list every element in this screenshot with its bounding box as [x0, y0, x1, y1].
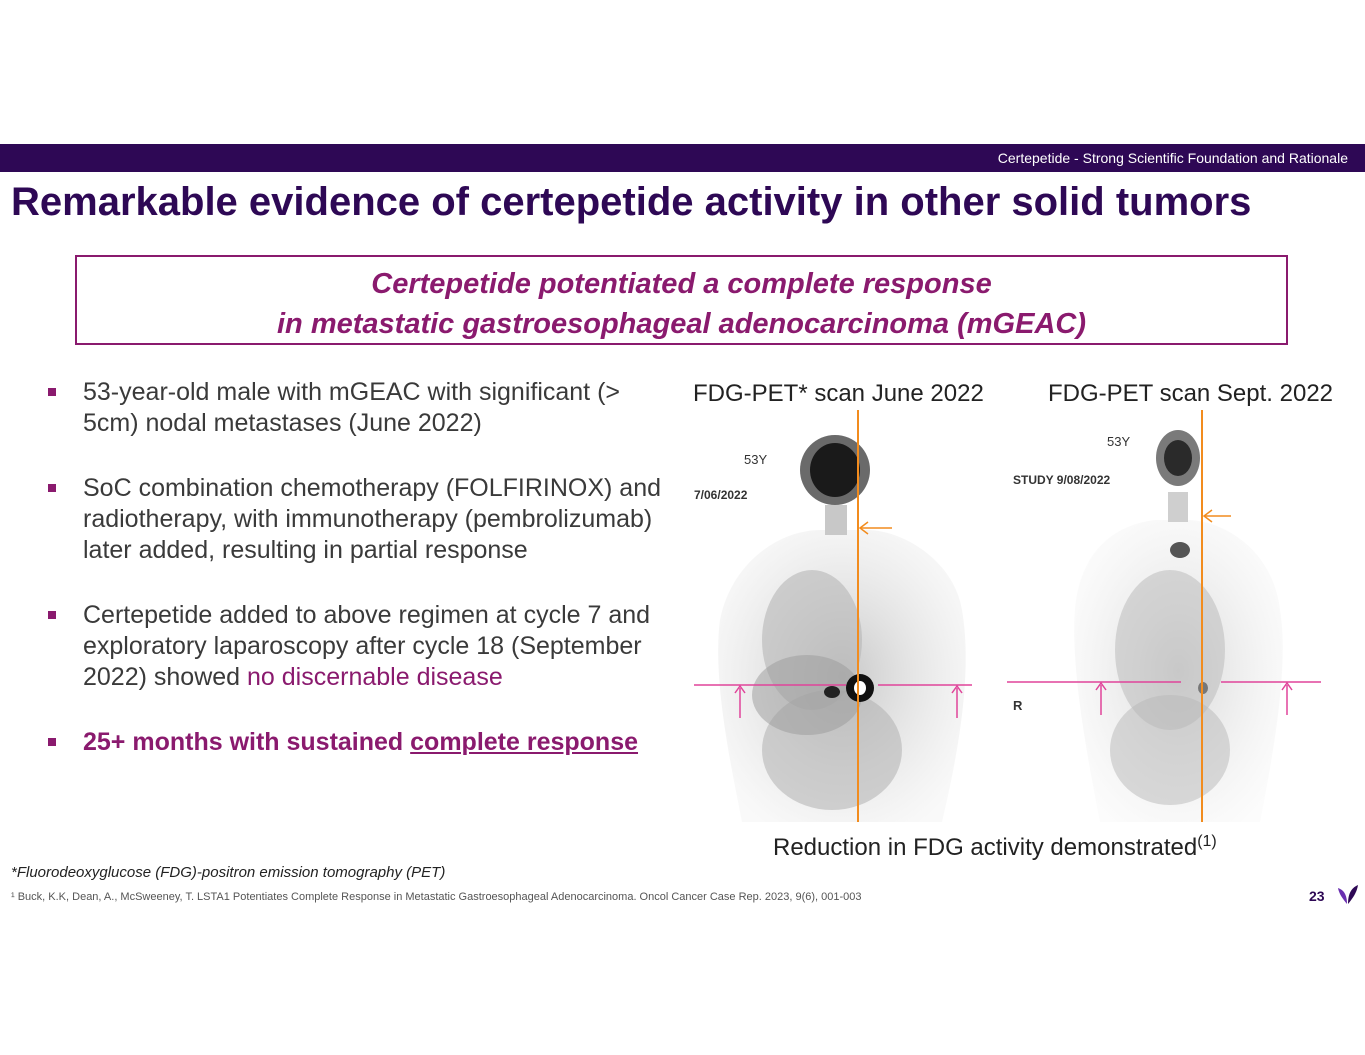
scan-caption-text: Reduction in FDG activity demonstrated [773, 834, 1198, 861]
section-label: Certepetide - Strong Scientific Foundation and Rationale [997, 150, 1348, 166]
callout-line-1: Certepetide potentiated a complete response [371, 268, 992, 300]
scan-image-sept [1005, 410, 1325, 822]
bullet-text: 25+ months with sustained [83, 728, 411, 756]
leaf-logo-icon [1336, 884, 1360, 906]
bullet-item [40, 377, 680, 439]
bullet-marker-icon [48, 611, 56, 619]
bullet-item [40, 727, 680, 758]
bullet-marker-icon [48, 388, 56, 396]
page-title: Remarkable evidence of certepetide activity in other solid tumors [11, 180, 1252, 224]
bullet-marker-icon [48, 738, 56, 746]
callout-box [75, 255, 1288, 345]
bullet-text: Certepetide added to above regimen at cycle 7 and exploratory laparoscopy after cycle 18 (September 2022) showed [83, 601, 651, 691]
scan-age-tag: 53Y [1107, 434, 1131, 449]
scan-caption [773, 833, 1217, 862]
scan-label-sept: FDG-PET scan Sept. 2022 [1048, 380, 1334, 407]
scan-date-tag: STUDY 9/08/2022 [1013, 473, 1111, 487]
bullet-item [40, 600, 680, 693]
bullet-text: SoC combination chemotherapy (FOLFIRINOX) and radiotherapy, with immunotherapy (pembrolizumab) later added, resulting in partial response [83, 474, 662, 564]
scan-date-tag: 7/06/2022 [694, 488, 748, 502]
header-banner [0, 144, 1365, 172]
bullet-item [40, 473, 680, 566]
bullet-list [40, 377, 680, 792]
bullet-text: 53-year-old male with mGEAC with significant (> 5cm) nodal metastases (June 2022) [83, 378, 620, 437]
callout-line-2: in metastatic gastroesophageal adenocarcinoma (mGEAC) [277, 308, 1086, 340]
scan-label-june: FDG-PET* scan June 2022 [693, 380, 984, 407]
scan-caption-ref: (1) [1197, 833, 1217, 850]
scan-image-june [692, 410, 1012, 822]
footnote: *Fluorodeoxyglucose (FDG)-positron emission tomography (PET) [11, 864, 446, 881]
bullet-highlight: no discernable disease [247, 663, 503, 691]
bullet-highlight: complete response [410, 728, 639, 756]
page-number: 23 [1309, 888, 1325, 904]
scan-side-tag: R [1013, 698, 1023, 713]
scan-age-tag: 53Y [744, 452, 768, 467]
bullet-marker-icon [48, 484, 56, 492]
reference-citation: ¹ Buck, K.K, Dean, A., McSweeney, T. LSTA1 Potentiates Complete Response in Metastatic Gastroesophageal Adenocarcinoma. Oncol Cancer Case Rep. 2023, 9(6), 001-003 [11, 891, 862, 903]
